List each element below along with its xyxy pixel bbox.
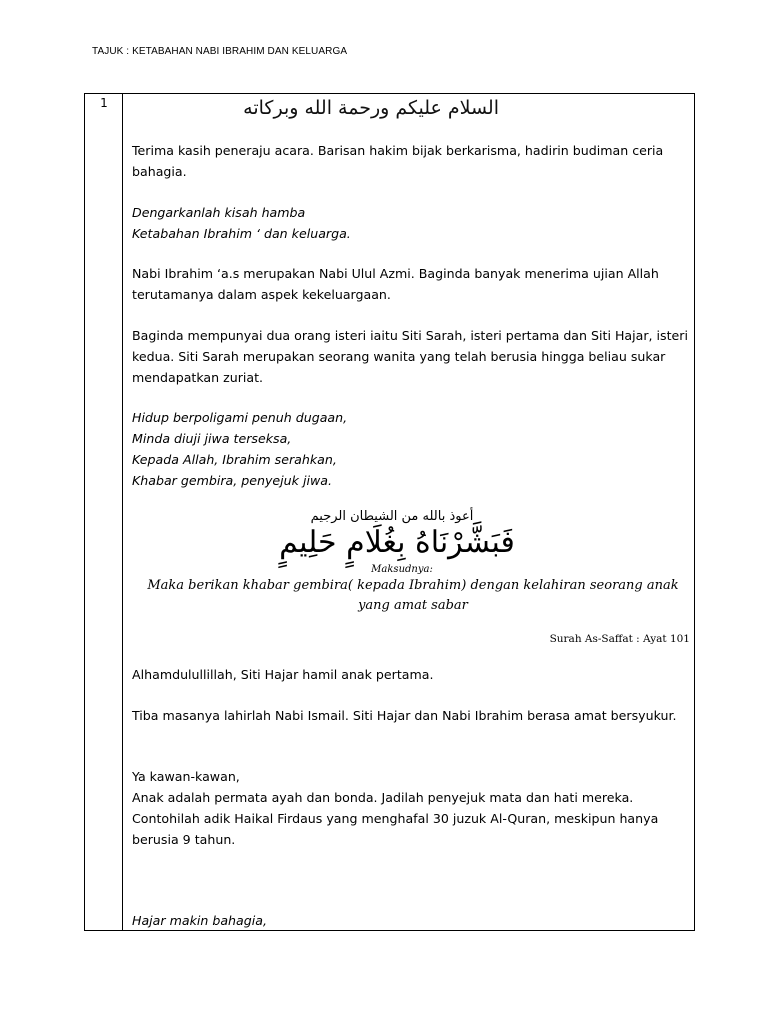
row-number: 1 — [100, 96, 108, 110]
verse-line: Hidup berpoligami penuh dugaan, — [132, 410, 348, 425]
paragraph-hamil: Alhamdulullillah, Siti Hajar hamil anak pertama. — [132, 667, 434, 682]
verse-hajar — [132, 910, 692, 931]
verse-line: Khabar gembira, penyejuk jiwa. — [132, 473, 332, 488]
maksud-translation: Maka berikan khabar gembira( kepada Ibrahim) dengan kelahiran seorang anak yang amat sabar — [147, 578, 679, 613]
verse-line: Kepada Allah, Ibrahim serahkan, — [132, 452, 337, 467]
paragraph-greeting: Terima kasih peneraju acara. Barisan hakim bijak berkarisma, hadirin budiman ceria bahagia. — [132, 143, 664, 179]
paragraph-kawan — [132, 766, 692, 850]
verse-intro — [132, 202, 692, 244]
paragraph-line: Ya kawan-kawan, — [132, 769, 240, 784]
number-column — [85, 94, 123, 930]
verse-poligami — [132, 407, 692, 491]
paragraph-ismail: Tiba masanya lahirlah Nabi Ismail. Siti Hajar dan Nabi Ibrahim berasa amat bersyukur. — [132, 708, 677, 723]
paragraph-ulul-azmi: Nabi Ibrahim ‘a.s merupakan Nabi Ulul Azmi. Baginda banyak menerima ujian Allah terutamanya dalam aspek kekeluargaan. — [132, 266, 659, 302]
taawwudz-arabic: أعوذ بالله من الشيطان الرجيم — [310, 509, 474, 524]
ayat-arabic: فَبَشَّرْنَاهُ بِغُلَامٍ حَلِيمٍ — [279, 525, 515, 560]
document-title: TAJUK : KETABAHAN NABI IBRAHIM DAN KELUARGA — [92, 46, 348, 57]
verse-line: Ketabahan Ibrahim ‘ dan keluarga. — [132, 226, 351, 241]
salam-arabic: السلام عليكم ورحمة الله وبركاته — [243, 97, 499, 119]
speech-table — [84, 93, 695, 931]
paragraph-line: Anak adalah permata ayah dan bonda. Jadilah penyejuk mata dan hati mereka. Contohilah adik Haikal Firdaus yang menghafal 30 juzuk Al-Quran, meskipun hanya berusia 9 tahun. — [132, 790, 659, 847]
surah-reference: Surah As-Saffat : Ayat 101 — [549, 633, 690, 645]
verse-line: Hajar makin bahagia, — [132, 913, 267, 928]
verse-line: Minda diuji jiwa terseksa, — [132, 431, 292, 446]
maksud-label: Maksudnya: — [371, 564, 433, 575]
paragraph-wives: Baginda mempunyai dua orang isteri iaitu Siti Sarah, isteri pertama dan Siti Hajar, isteri kedua. Siti Sarah merupakan seorang wanita yang telah berusia hingga beliau sukar mendapatkan zuriat. — [132, 328, 688, 385]
verse-line: Dengarkanlah kisah hamba — [132, 205, 306, 220]
